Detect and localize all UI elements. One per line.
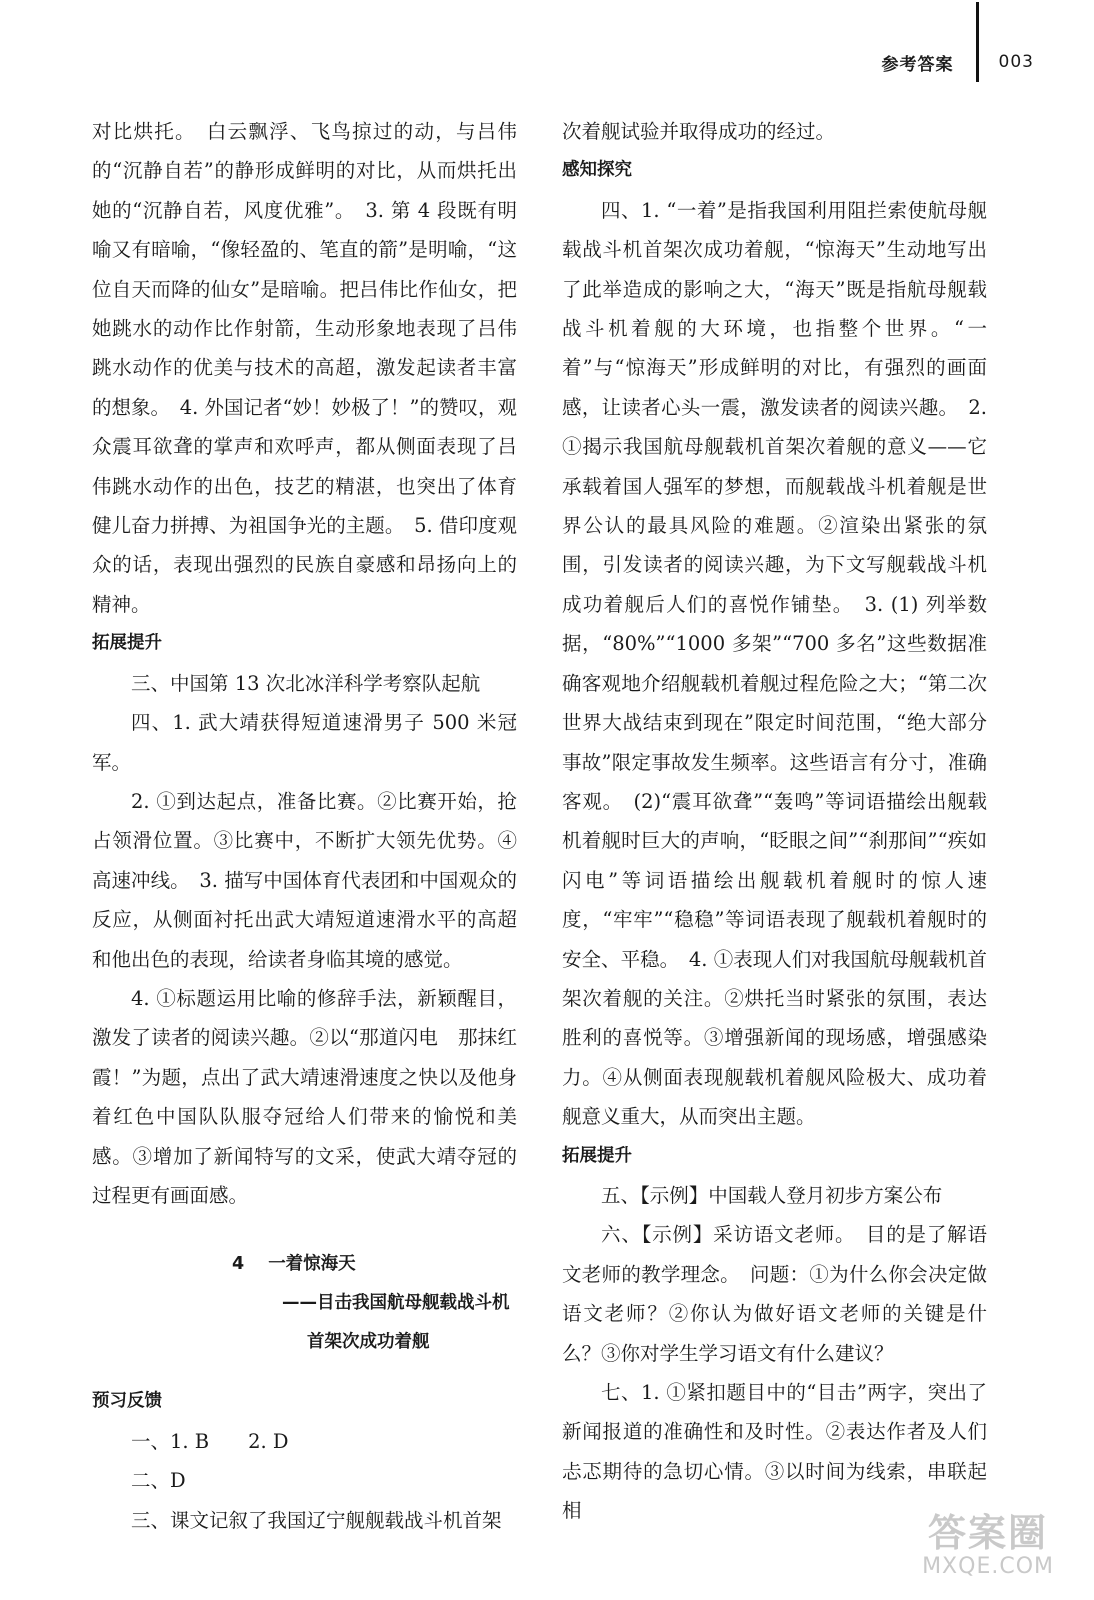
lesson-subtitle: ——目击我国航母舰载战斗机 [282,1293,510,1314]
page-header [882,42,1034,82]
section-heading-explore: 感知探究 [562,160,632,181]
right-column [562,112,987,1531]
paragraph: 对比烘托。 白云飘浮、飞鸟掠过的动，与吕伟的“沉静自若”的静形成鲜明的对比，从而烘托出她的“沉静自若，风度优雅”。 3. 第 4 段既有明喻又有暗喻，“像轻盈的、笔直的箭”是明喻，“这位自天而降的仙女”是暗喻。把吕伟比作仙女，把她跳水的动作比作射箭，生动形象地表现了吕伟跳水动作的优美与技术的高超，激发起读者丰富的想象。 4. 外国记者“妙！妙极了！”的赞叹，观众震耳欲聋的掌声和欢呼声，都从侧面表现了吕伟跳水动作的出色，技艺的精湛，也突出了体育健儿奋力拼搏、为祖国争光的主题。 5. 借印度观众的话，表现出强烈的民族自豪感和昂扬向上的精神。 [92,120,517,616]
paragraph: 四、1. 武大靖获得短道速滑男子 500 米冠军。 [92,711,517,774]
paragraph: 五、【示例】中国载人登月初步方案公布 [601,1183,943,1207]
header-divider [976,2,979,82]
section-heading-expand: 拓展提升 [92,633,162,654]
paragraph: 4. ①标题运用比喻的修辞手法，新颖醒目，激发了读者的阅读兴趣。②以“那道闪电 那抹红霞！”为题，点出了武大靖速滑速度之快以及他身着红色中国队队服夺冠给人们带来的愉悦和美感。③增加了新闻特写的文采，使武大靖夺冠的过程更有画面感。 [92,986,517,1207]
lesson-number: 4 [232,1254,245,1275]
section-heading-expand: 拓展提升 [562,1145,632,1166]
paragraph: 三、课文记叙了我国辽宁舰舰载战斗机首架 [131,1508,502,1532]
watermark-logo-text: 答案圈 [928,1511,1049,1555]
paragraph: 次着舰试验并取得成功的经过。 [562,120,836,143]
section-heading-preview: 预习反馈 [92,1391,162,1412]
lesson-subtitle: 首架次成功着舰 [307,1332,430,1353]
paragraph: 三、中国第 13 次北冰洋科学考察队起航 [131,671,481,695]
page-number: 003 [998,52,1034,72]
paragraph: 六、【示例】采访语文老师。 目的是了解语文老师的教学理念。 问题：①为什么你会决定做语文老师？②你认为做好语文老师的关键是什么？③你对学生学习语文有什么建议？ [562,1223,987,1365]
site-watermark [922,1511,1054,1579]
paragraph: 七、1. ①紧扣题目中的“目击”两字，突出了新闻报道的准确性和及时性。②表达作者及人们忐忑期待的急切心情。③以时间为线索，串联起相 [562,1381,987,1523]
lesson-title: 一着惊海天 [268,1254,356,1275]
paragraph: 2. ①到达起点，准备比赛。②比赛开始，抢占领滑位置。③比赛中，不断扩大领先优势。④高速冲线。 3. 描写中国体育代表团和中国观众的反应，从侧面衬托出武大靖短道速滑水平的高超和他出色的表现，给读者身临其境的感觉。 [92,789,517,971]
paragraph: 四、1. “一着”是指我国利用阻拦索使航母舰载战斗机首架次成功着舰，“惊海天”生动地写出了此举造成的影响之大，“海天”既是指航母舰载战斗机着舰的大环境，也指整个世界。“一着”与“惊海天”形成鲜明的对比，有强烈的画面感，让读者心头一震，激发读者的阅读兴趣。 2. ①揭示我国航母舰载机首架次着舰的意义——它承载着国人强军的梦想，而舰载战斗机着舰是世界公认的最具风险的难题。②渲染出紧张的氛围，引发读者的阅读兴趣，为下文写舰载战斗机成功着舰后人们的喜悦作铺垫。 3. (1) 列举数据，“80%”“1000 多架”“700 多名”这些数据准确客观地介绍舰载机着舰过程危险之大；“第二次世界大战结束到现在”限定时间范围，“绝大部分事故”限定事故发生频率。这些语言有分寸，准确客观。 (2)“震耳欲聋”“轰鸣”等词语描绘出舰载机着舰时巨大的声响，“眨眼之间”“刹那间”“疾如闪电”等词语描绘出舰载机着舰时的惊人速度，“牢牢”“稳稳”等词语表现了舰载机着舰时的安全、平稳。 4. ①表现人们对我国航母舰载机首架次着舰的关注。②烘托当时紧张的氛围，表达胜利的喜悦等。③增强新闻的现场感，增强感染力。④从侧面表现舰载机着舰风险极大、成功着舰意义重大，从而突出主题。 [562,198,987,1129]
section-label: 参考答案 [881,54,954,75]
left-column [92,112,517,1540]
watermark-url: MXQE.COM [922,1554,1054,1579]
lesson-heading [92,1245,517,1362]
paragraph: 二、D [131,1469,186,1493]
paragraph: 一、1. B 2. D [131,1429,289,1453]
